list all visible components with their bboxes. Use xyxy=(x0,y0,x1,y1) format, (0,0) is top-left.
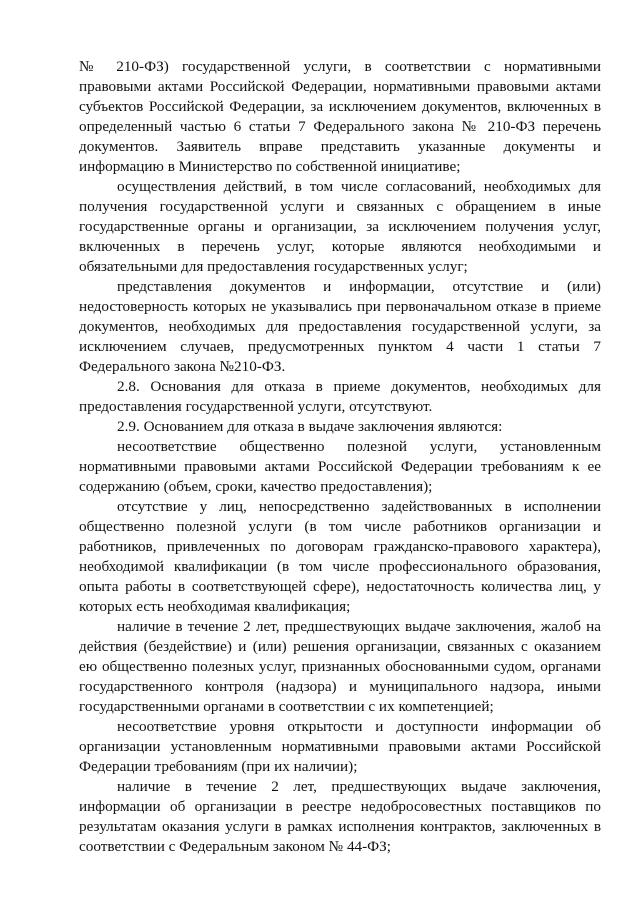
paragraph-complaints: наличие в течение 2 лет, предшествующих выдаче заключения, жалоб на действия (бездействие) и (или) решения организации, связанных с оказанием ею общественно полезных услуг, признанных обоснованными судом, органами государственного контроля (надзора) и муниципального надзора, иными государственными органами в соответствии с их компетенцией; xyxy=(79,618,601,715)
paragraph-actions: осуществления действий, в том числе согласований, необходимых для получения государственной услуги и связанных с обращением в иные государственные органы и организации, за исключением получения услуг, включенных в перечень услуг, которые являются необходимыми и обязательными для предоставления государственных услуг; xyxy=(79,178,601,275)
document-body xyxy=(79,57,601,857)
paragraph-2-8: 2.8. Основания для отказа в приеме документов, необходимых для предоставления государственной услуги, отсутствуют. xyxy=(79,378,601,415)
paragraph-2-9: 2.9. Основанием для отказа в выдаче заключения являются: xyxy=(117,418,503,435)
paragraph-nonconformity: несоответствие общественно полезной услуги, установленным нормативными правовыми актами Российской Федерации требованиям к ее содержанию (объем, сроки, качество предоставления); xyxy=(79,438,601,495)
paragraph-registry: наличие в течение 2 лет, предшествующих выдаче заключения, информации об организации в реестре недобросовестных поставщиков по результатам оказания услуги в рамках исполнения контрактов, заключенных в соответствии с Федеральным законом № 44-ФЗ; xyxy=(79,778,601,855)
paragraph-continuation: № 210-ФЗ) государственной услуги, в соответствии с нормативными правовыми актами Российской Федерации, нормативными правовыми актами субъектов Российской Федерации, за исключением документов, включенных в определенный частью 6 статьи 7 Федерального закона № 210-ФЗ перечень документов. Заявитель вправе представить указанные документы и информацию в Министерство по собственной инициативе; xyxy=(79,58,601,175)
paragraph-documents: представления документов и информации, отсутствие и (или) недостоверность которых не указывались при первоначальном отказе в приеме документов, необходимых для предоставления государственной услуги, за исключением случаев, предусмотренных пунктом 4 части 1 статьи 7 Федерального закона №210-ФЗ. xyxy=(79,278,601,375)
paragraph-openness: несоответствие уровня открытости и доступности информации об организации установленным нормативными правовыми актами Российской Федерации требованиям (при их наличии); xyxy=(79,718,601,775)
paragraph-qualification: отсутствие у лиц, непосредственно задействованных в исполнении общественно полезной услуги (в том числе работников организации и работников, привлеченных по договорам гражданско-правового характера), необходимой квалификации (в том числе профессионального образования, опыта работы в соответствующей сфере), недостаточность количества лиц, у которых есть необходимая квалификация; xyxy=(79,498,601,615)
